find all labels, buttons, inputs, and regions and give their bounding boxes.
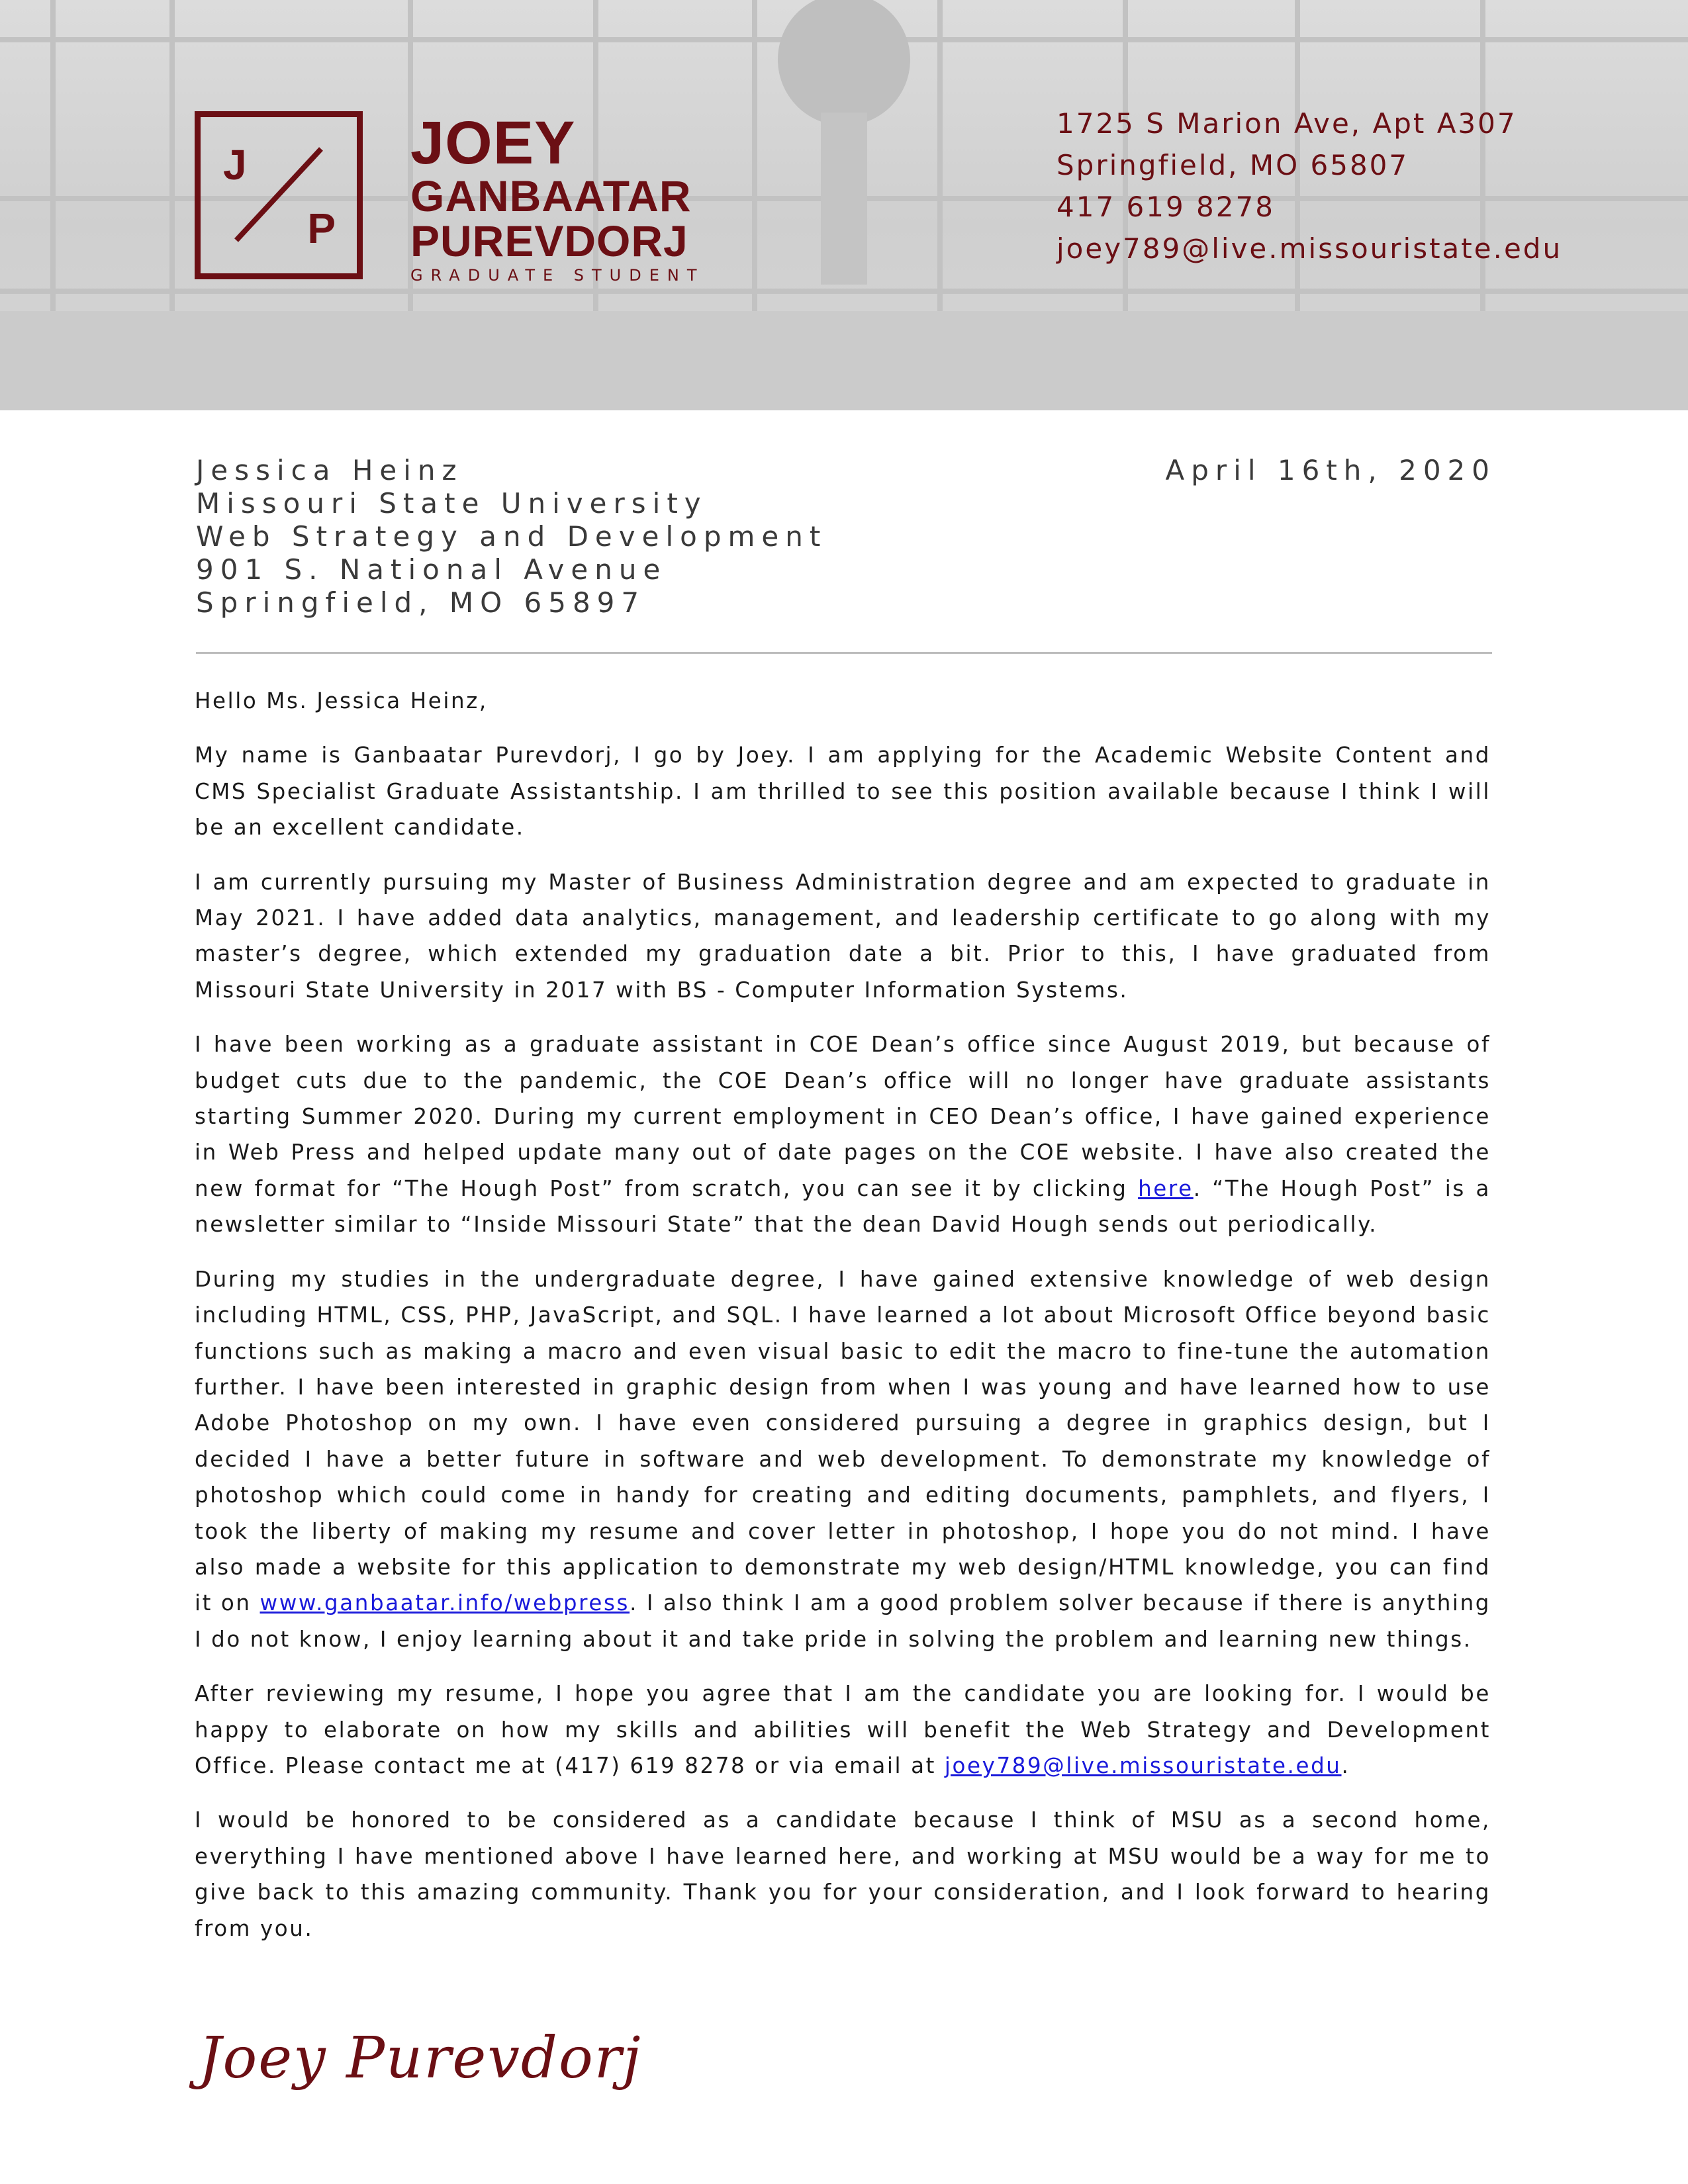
letter-date: April 16th, 2020	[1165, 454, 1496, 486]
name-middle: GANBAATAR	[410, 171, 692, 220]
paragraph-3-text-b: . “The Hough Post” is a newsletter similar to “Inside Missouri State” that the dean David Hough sends out periodically.	[195, 1175, 1491, 1238]
letter-body	[195, 683, 1491, 1965]
recipient-street: 901 S. National Avenue	[196, 553, 667, 586]
greeting: Hello Ms. Jessica Heinz,	[195, 688, 488, 713]
contact-email: joey789@live.missouristate.edu	[1056, 232, 1563, 265]
recipient-city: Springfield, MO 65897	[196, 586, 646, 619]
header-banner	[0, 0, 1688, 410]
paragraph-5-text-a: After reviewing my resume, I hope you agree that I am the candidate you are looking for. I would be happy to elaborate on how my skills and abilities will benefit the Web Strategy and Development Office. Please contact me at (417) 619 8278 or via email at	[195, 1681, 1491, 1778]
recipient-name: Jessica Heinz	[196, 454, 463, 486]
paragraph-4-text-a: During my studies in the undergraduate degree, I have gained extensive knowledge of web design including HTML, CSS, PHP, JavaScript, and SQL. I have learned a lot about Microsoft Office beyond basic functions such as making a macro and even visual basic to edit the macro to fine-tune the automation further. I have been interested in graphic design from when I was young and have learned how to use Adobe Photoshop on my own. I have even considered pursuing a degree in graphics design, but I decided I have a better future in software and web development. To demonstrate my knowledge of photoshop which could come in handy for creating and editing documents, pamphlets, and flyers, I took the liberty of making my resume and cover letter in photoshop, I hope you do not mind. I have also made a website for this application to demonstrate my web design/HTML knowledge, you can find it on	[195, 1266, 1491, 1616]
name-last: PUREVDORJ	[410, 216, 688, 265]
monogram-logo	[195, 111, 363, 279]
divider	[196, 652, 1492, 654]
contact-phone: 417 619 8278	[1056, 191, 1275, 223]
paragraph-3	[195, 1026, 1491, 1242]
hough-post-link[interactable]: here	[1138, 1175, 1194, 1201]
contact-address-line-2: Springfield, MO 65807	[1056, 149, 1409, 181]
paragraph-4-text-b: . I also think I am a good problem solver because if there is anything I do not know, I enjoy learning about it and take pride in solving the problem and learning new things.	[195, 1590, 1491, 1652]
name-first: JOEY	[410, 109, 576, 177]
paragraph-5-text-b: .	[1341, 1752, 1350, 1778]
paragraph-2: I am currently pursuing my Master of Business Administration degree and am expected to graduate in May 2021. I have added data analytics, management, and leadership certificate to go along with my master’s degree, which extended my graduation date a bit. Prior to this, I have graduated from Missouri State University in 2017 with BS - Computer Information Systems.	[195, 869, 1491, 1003]
recipient-dept: Web Strategy and Development	[196, 520, 827, 553]
paragraph-1: My name is Ganbaatar Purevdorj, I go by Joey. I am applying for the Academic Website Content and CMS Specialist Graduate Assistantship. I am thrilled to see this position available because I think I will be an excellent candidate.	[195, 743, 1491, 841]
contact-info	[1056, 103, 1562, 269]
monogram-last-letter: P	[307, 205, 336, 252]
signature: Joey Purevdorj	[199, 2025, 642, 2091]
monogram-first-letter: J	[223, 141, 247, 189]
email-link[interactable]: joey789@live.missouristate.edu	[944, 1752, 1342, 1778]
contact-address-line-1: 1725 S Marion Ave, Apt A307	[1056, 107, 1517, 140]
paragraph-5	[195, 1676, 1491, 1784]
job-title: GRADUATE STUDENT	[410, 266, 705, 285]
recipient-org: Missouri State University	[196, 487, 708, 520]
paragraph-4	[195, 1261, 1491, 1657]
paragraph-6: I would be honored to be considered as a candidate because I think of MSU as a second home, everything I have mentioned above I have learned here, and working at MSU would be a way for me to give back to this amazing community. Thank you for your consideration, and I look forward to hearing from you.	[195, 1807, 1491, 1941]
website-link[interactable]: www.ganbaatar.info/webpress	[259, 1590, 630, 1616]
paragraph-3-text-a: I have been working as a graduate assistant in COE Dean’s office since August 2019, but because of budget cuts due to the pandemic, the COE Dean’s office will no longer have graduate assistants starting Summer 2020. During my current employment in CEO Dean’s office, I have gained experience in Web Press and helped update many out of date pages on the COE website. I have also created the new format for “The Hough Post” from scratch, you can see it by clicking	[195, 1032, 1491, 1201]
name-block	[410, 109, 705, 285]
recipient-address	[196, 454, 827, 619]
